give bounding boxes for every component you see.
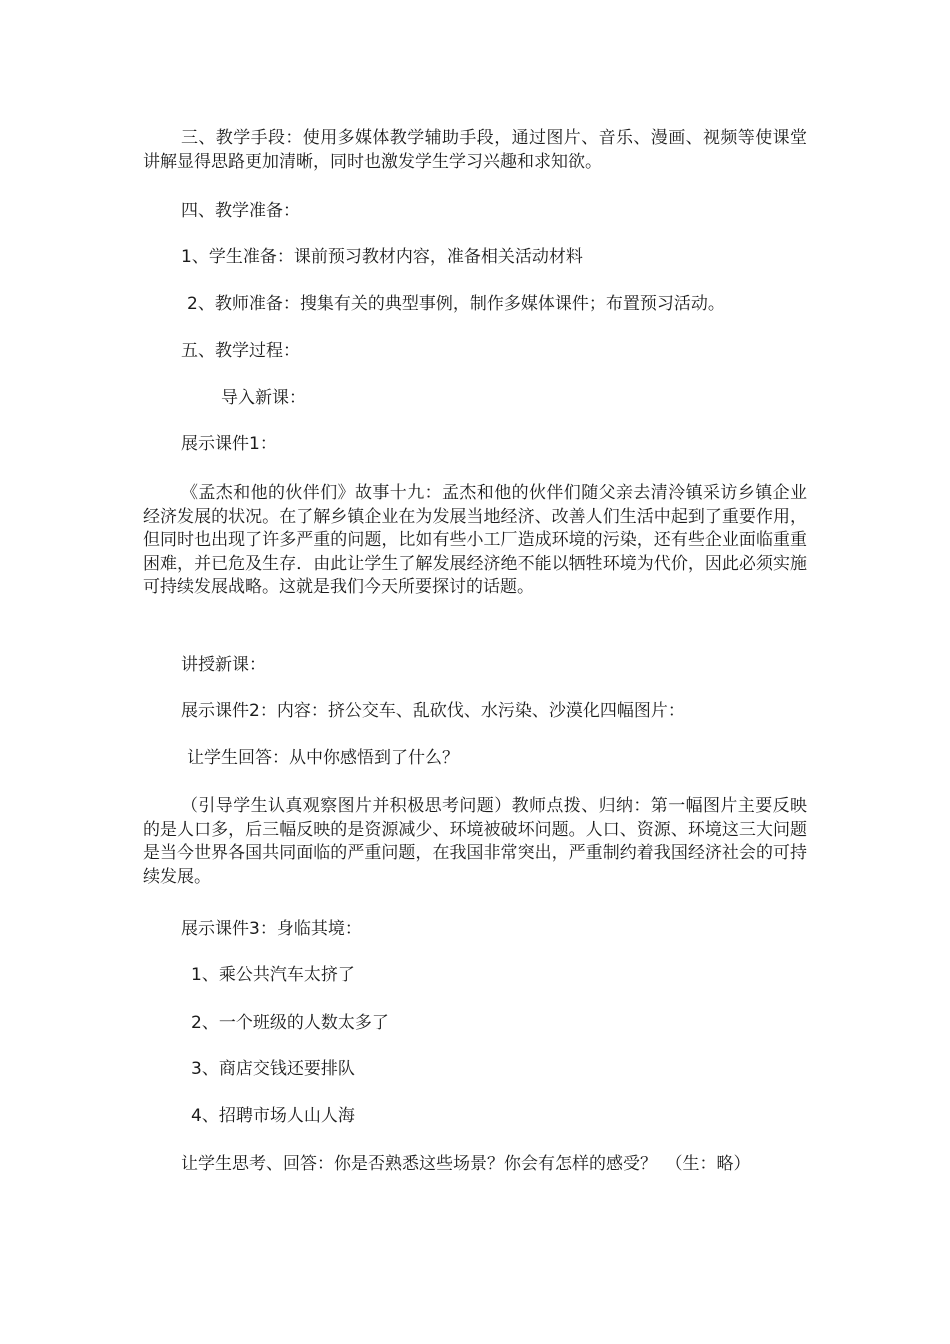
teacher-prep-item: 2、教师准备：搜集有关的典型事例，制作多媒体课件；布置预习活动。	[187, 294, 725, 314]
teacher-summary-paragraph: （引导学生认真观察图片并积极思考问题）教师点拨、归纳：第一幅图片主要反映的是人口多，后三幅反映的是资源减少、环境被破坏问题。人口、资源、环境这三大问题是当今世界各国共同面临的严重问题，在我国非常突出，严重制约着我国经济社会的可持续发展。	[143, 796, 807, 887]
student-answer-prompt: 让学生回答：从中你感悟到了什么？	[187, 748, 459, 768]
section-teaching-prep-heading: 四、教学准备：	[181, 201, 300, 221]
courseware-3-heading: 展示课件3：身临其境：	[181, 919, 362, 939]
intro-new-lesson-heading: 导入新课：	[221, 388, 306, 408]
student-prep-item: 1、学生准备：课前预习教材内容，准备相关活动材料	[181, 247, 583, 267]
section-teaching-process-heading: 五、教学过程：	[181, 341, 300, 361]
scene-item-2: 2、一个班级的人数太多了	[191, 1013, 389, 1033]
scene-item-3: 3、商店交钱还要排队	[191, 1059, 355, 1079]
teach-new-lesson-heading: 讲授新课：	[181, 655, 266, 675]
scene-item-4: 4、招聘市场人山人海	[191, 1106, 355, 1126]
section-teaching-means: 三、教学手段：使用多媒体教学辅助手段，通过图片、音乐、漫画、视频等使课堂讲解显得思路更加清晰，同时也激发学生学习兴趣和求知欲。	[143, 128, 807, 172]
student-reflection-prompt: 让学生思考、回答：你是否熟悉这些场景？你会有怎样的感受？ （生：略）	[181, 1154, 751, 1174]
courseware-1-heading: 展示课件1：	[181, 434, 277, 454]
scene-item-1: 1、乘公共汽车太挤了	[191, 965, 355, 985]
courseware-2-line: 展示课件2：内容：挤公交车、乱砍伐、水污染、沙漠化四幅图片：	[181, 701, 685, 721]
story-paragraph: 《孟杰和他的伙伴们》故事十九：孟杰和他的伙伴们随父亲去清泠镇采访乡镇企业经济发展的状况。在了解乡镇企业在为发展当地经济、改善人们生活中起到了重要作用，但同时也出现了许多严重的问题，比如有些小工厂造成环境的污染，还有些企业面临重重困难，并已危及生存．由此让学生了解发展经济绝不能以牺牲环境为代价，因此必须实施可持续发展战略。这就是我们今天所要探讨的话题。	[143, 483, 807, 597]
